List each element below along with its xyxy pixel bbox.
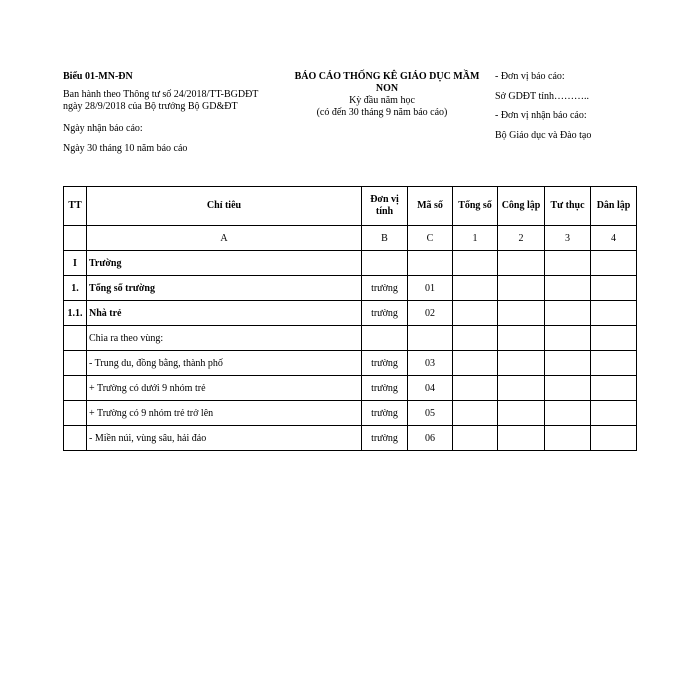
row-private-cell[interactable] <box>545 351 591 376</box>
issued-by-line-1: Ban hành theo Thông tư số 24/2018/TT-BGDĐT <box>63 89 259 100</box>
row-private-cell[interactable] <box>545 276 591 301</box>
row-public-cell[interactable] <box>498 376 545 401</box>
received-date-value: Ngày 30 tháng 10 năm báo cáo <box>63 143 188 154</box>
row-code-cell: 03 <box>408 351 453 376</box>
row-total-cell[interactable] <box>453 426 498 451</box>
report-period: Kỳ đầu năm học <box>349 95 415 106</box>
row-unit-cell: trường <box>362 351 408 376</box>
row-tt-cell: I <box>64 251 87 276</box>
row-indicator-cell: + Trường có 9 nhóm trẻ trở lên <box>87 401 362 426</box>
received-date-label: Ngày nhận báo cáo: <box>63 123 143 134</box>
row-people-founded-cell[interactable] <box>591 251 637 276</box>
row-total-cell[interactable] <box>453 326 498 351</box>
row-tt-cell <box>64 376 87 401</box>
letter-cell: 1 <box>453 226 498 251</box>
header-indicator: Chỉ tiêu <box>87 187 362 226</box>
row-code-cell: 04 <box>408 376 453 401</box>
row-public-cell[interactable] <box>498 351 545 376</box>
header-total: Tổng số <box>453 187 498 226</box>
table-row <box>64 426 637 451</box>
table-row <box>64 401 637 426</box>
row-people-founded-cell[interactable] <box>591 351 637 376</box>
row-tt-cell: 1. <box>64 276 87 301</box>
letter-cell: A <box>87 226 362 251</box>
row-public-cell[interactable] <box>498 301 545 326</box>
report-period-note: (có đến 30 tháng 9 năm báo cáo) <box>316 107 448 118</box>
row-code-cell: 06 <box>408 426 453 451</box>
row-private-cell[interactable] <box>545 426 591 451</box>
reporting-unit-label: - Đơn vị báo cáo: <box>495 71 565 82</box>
issued-by-line-2: ngày 28/9/2018 của Bộ trưởng Bộ GD&ĐT <box>63 101 238 112</box>
row-indicator-cell: Trường <box>87 251 362 276</box>
letter-cell-blank <box>64 226 87 251</box>
header-tt: TT <box>64 187 87 226</box>
row-private-cell[interactable] <box>545 326 591 351</box>
header-private: Tư thục <box>545 187 591 226</box>
row-unit-cell <box>362 326 408 351</box>
report-title-line-1: BÁO CÁO THỐNG KÊ GIÁO DỤC MẦM <box>294 71 480 82</box>
row-total-cell[interactable] <box>453 301 498 326</box>
row-unit-cell: trường <box>362 401 408 426</box>
column-letter-row <box>64 226 637 251</box>
row-tt-cell <box>64 351 87 376</box>
row-unit-cell: trường <box>362 376 408 401</box>
row-private-cell[interactable] <box>545 251 591 276</box>
statistics-table <box>63 186 637 451</box>
row-code-cell: 02 <box>408 301 453 326</box>
row-people-founded-cell[interactable] <box>591 301 637 326</box>
row-total-cell[interactable] <box>453 376 498 401</box>
header-unit-line-2: tính <box>375 206 394 217</box>
letter-cell: 4 <box>591 226 637 251</box>
row-public-cell[interactable] <box>498 326 545 351</box>
row-total-cell[interactable] <box>453 351 498 376</box>
row-total-cell[interactable] <box>453 401 498 426</box>
row-indicator-cell: - Miền núi, vùng sâu, hải đảo <box>87 426 362 451</box>
row-code-cell: 05 <box>408 401 453 426</box>
receiving-unit-label: - Đơn vị nhận báo cáo: <box>495 110 587 121</box>
row-unit-cell: trường <box>362 276 408 301</box>
row-private-cell[interactable] <box>545 301 591 326</box>
letter-cell: 3 <box>545 226 591 251</box>
row-indicator-cell: + Trường có dưới 9 nhóm trẻ <box>87 376 362 401</box>
row-code-cell: 01 <box>408 276 453 301</box>
row-unit-cell: trường <box>362 301 408 326</box>
form-code: Biểu 01-MN-ĐN <box>63 71 133 82</box>
row-people-founded-cell[interactable] <box>591 426 637 451</box>
row-total-cell[interactable] <box>453 251 498 276</box>
row-total-cell[interactable] <box>453 276 498 301</box>
receiving-unit-value: Bộ Giáo dục và Đào tạo <box>495 130 592 141</box>
row-tt-cell: 1.1. <box>64 301 87 326</box>
row-indicator-cell: Nhà trẻ <box>87 301 362 326</box>
row-public-cell[interactable] <box>498 251 545 276</box>
row-code-cell <box>408 251 453 276</box>
row-indicator-cell: Tổng số trường <box>87 276 362 301</box>
row-people-founded-cell[interactable] <box>591 276 637 301</box>
header-people-founded: Dân lập <box>591 187 637 226</box>
row-unit-cell <box>362 251 408 276</box>
letter-cell: C <box>408 226 453 251</box>
row-people-founded-cell[interactable] <box>591 326 637 351</box>
header-public: Công lập <box>498 187 545 226</box>
row-public-cell[interactable] <box>498 276 545 301</box>
letter-cell: B <box>362 226 408 251</box>
row-tt-cell <box>64 426 87 451</box>
reporting-unit-value: Sở GDĐT tỉnh……….. <box>495 91 589 102</box>
table-row <box>64 376 637 401</box>
row-indicator-cell: - Trung du, đồng bằng, thành phố <box>87 351 362 376</box>
row-people-founded-cell[interactable] <box>591 376 637 401</box>
row-tt-cell <box>64 326 87 351</box>
header-unit-line-1: Đơn vị <box>370 194 399 205</box>
letter-cell: 2 <box>498 226 545 251</box>
row-unit-cell: trường <box>362 426 408 451</box>
table-row <box>64 301 637 326</box>
table-row <box>64 351 637 376</box>
table-row <box>64 326 637 351</box>
table-row <box>64 251 637 276</box>
header-code: Mã số <box>408 187 453 226</box>
table-row <box>64 276 637 301</box>
row-private-cell[interactable] <box>545 401 591 426</box>
row-public-cell[interactable] <box>498 401 545 426</box>
row-indicator-cell: Chia ra theo vùng: <box>87 326 362 351</box>
row-private-cell[interactable] <box>545 376 591 401</box>
row-public-cell[interactable] <box>498 426 545 451</box>
row-code-cell <box>408 326 453 351</box>
row-people-founded-cell[interactable] <box>591 401 637 426</box>
report-title-line-2: NON <box>375 83 399 94</box>
header-unit <box>362 187 408 226</box>
table-header-row <box>64 187 637 226</box>
row-tt-cell <box>64 401 87 426</box>
